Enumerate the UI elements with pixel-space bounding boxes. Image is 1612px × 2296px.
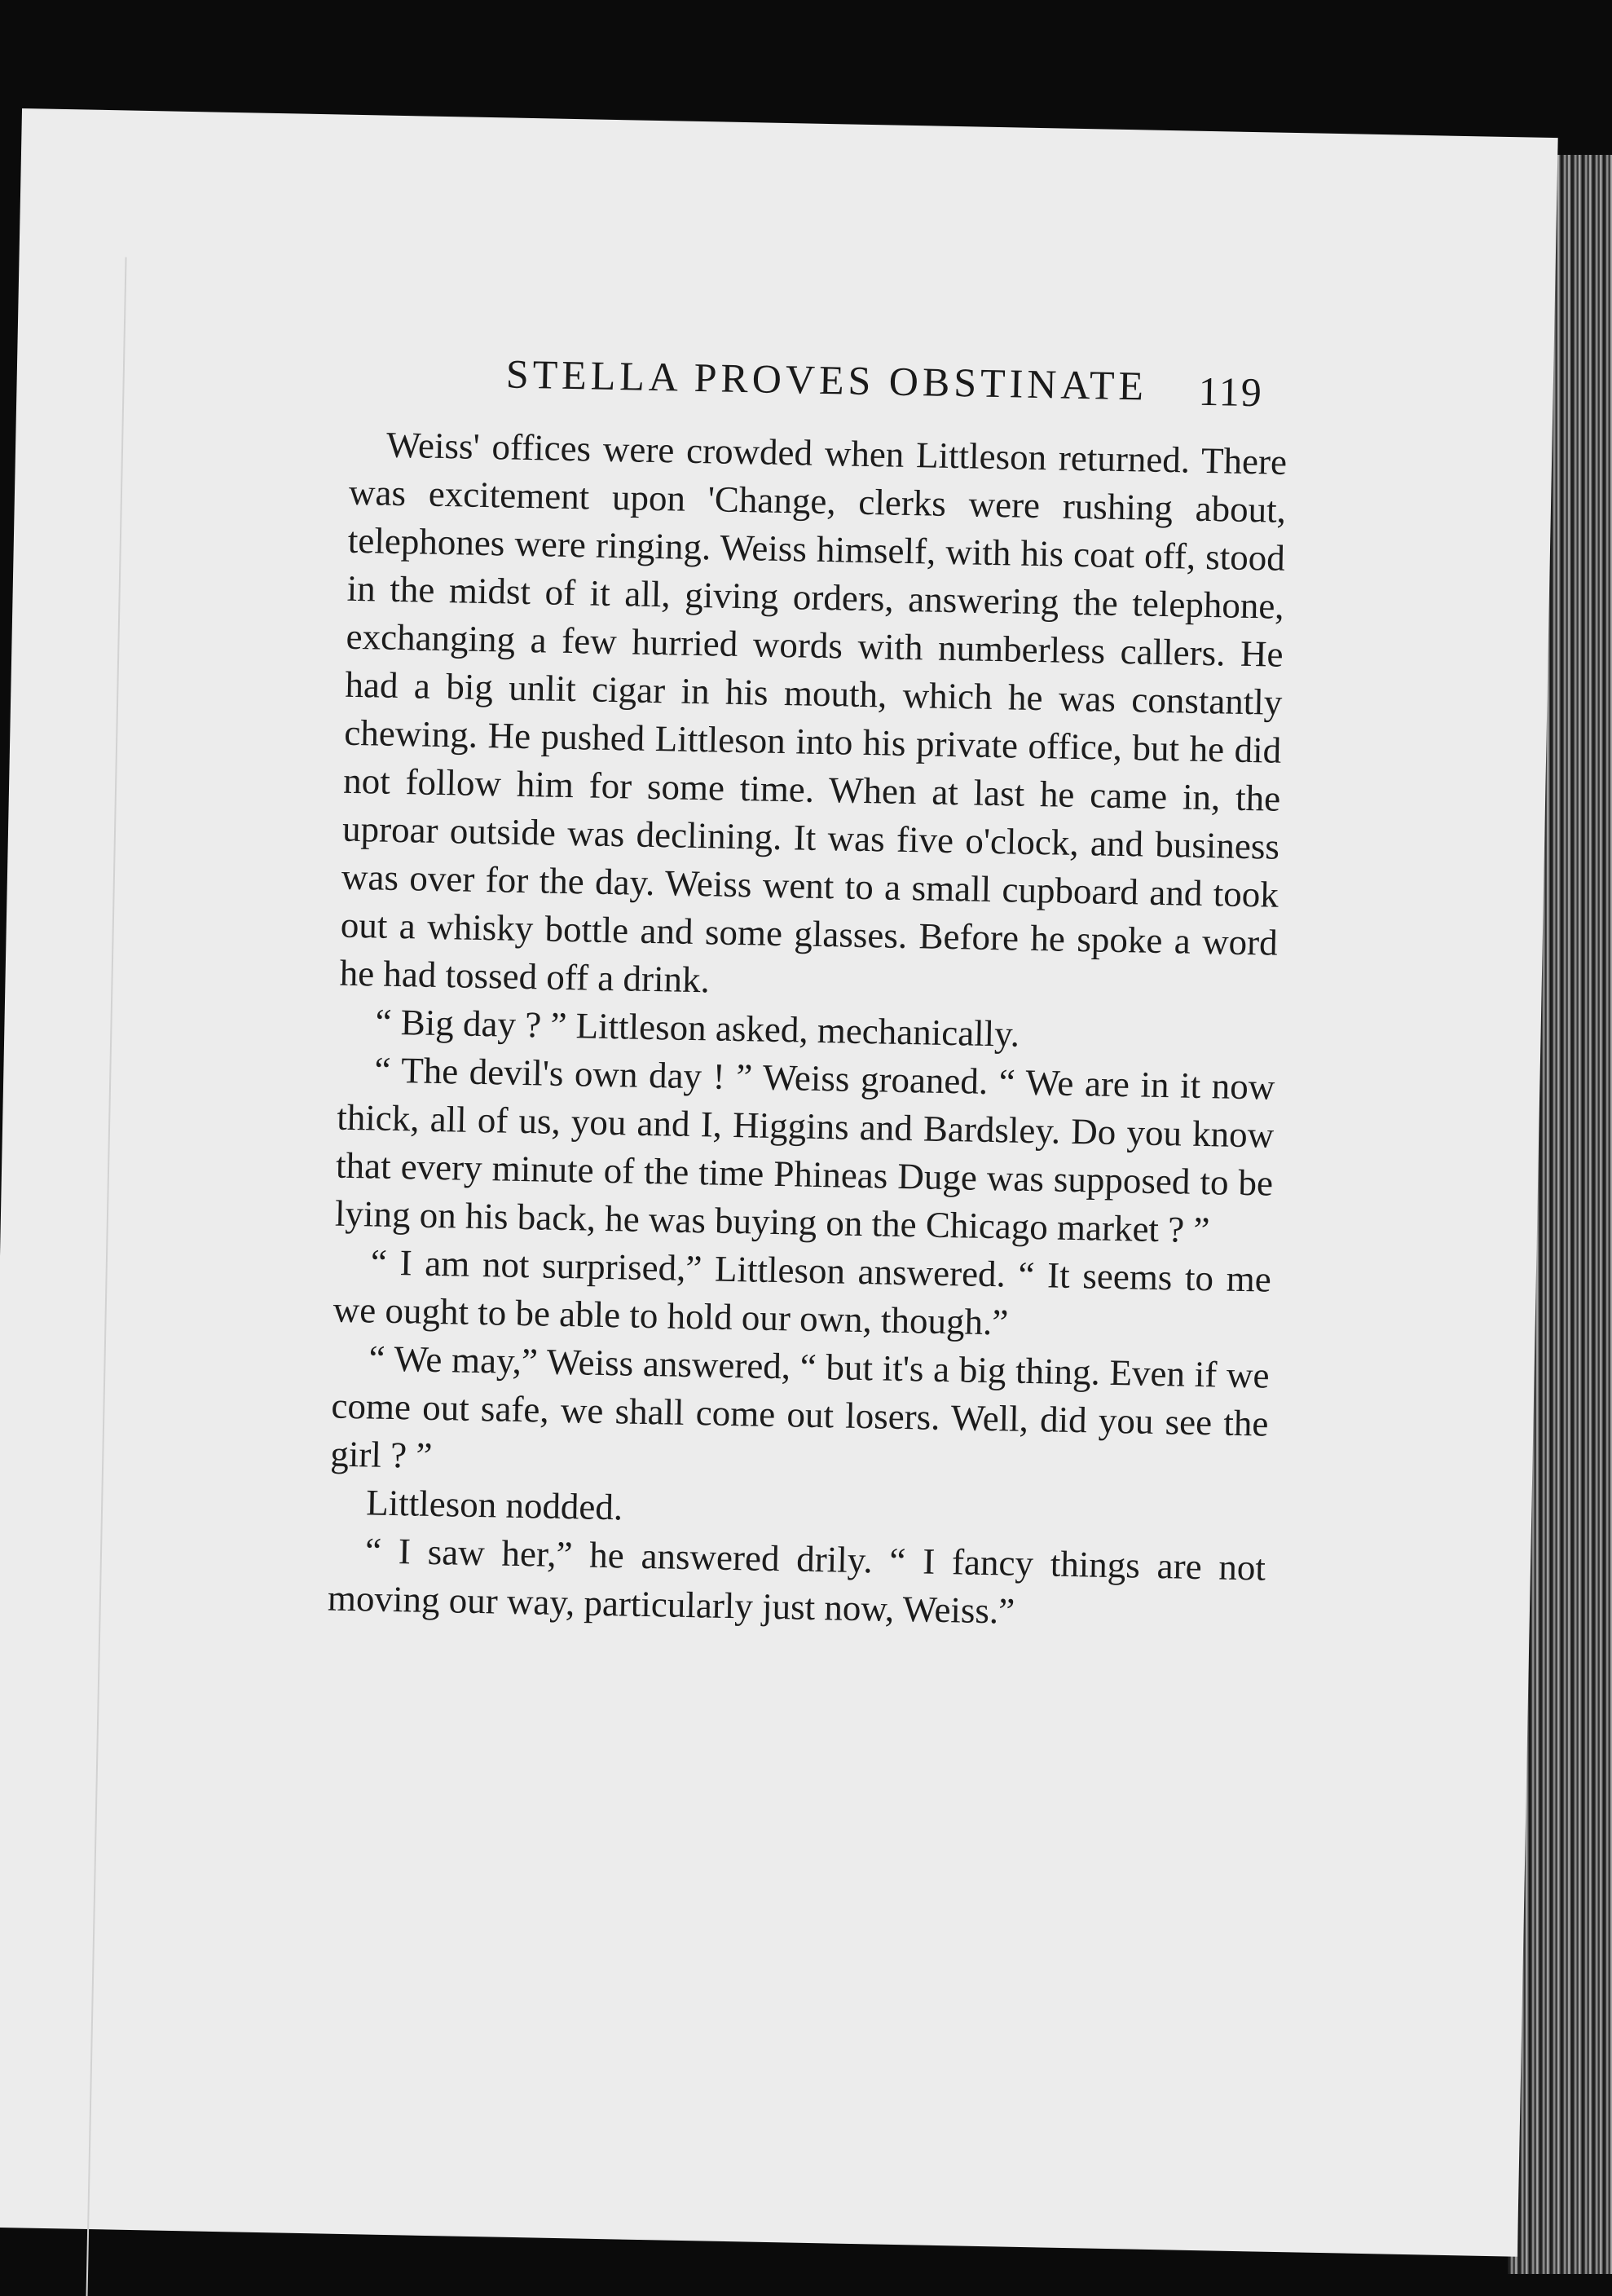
paragraph: “ I am not surprised,” Littleson answered. “ It seems to me we ought to be able to hold our own, though.” [333,1241,1272,1343]
page-gutter-line [85,257,126,2296]
paragraph: “ We may,” Weiss answered, “ but it's a big thing. Even if we come out safe, we shall come out losers. Well, did you see the girl ? ” [329,1337,1270,1476]
paragraph: Littleson nodded. [365,1482,623,1528]
paragraph: Weiss' offices were crowded when Littleson returned. There was excitement upon 'Change, clerks were rushing about, telephones were ringing. Weiss himself, with his coat off, stood in the midst of it all, giving orders, answering the telephone, exchanging a few hurried words with numberless callers. He had a big unlit cigar in his mouth, which he was constantly chewing. He pushed Littleson into his private office, but he did not follow him for some time. When at last he came in, the uproar outside was declining. It was five o'clock, and business was over for the day. Weiss went to a small cupboard and took out a whisky bottle and some glasses. Before he spoke a word he had tossed off a drink. [339,424,1288,1001]
paragraph: “ Big day ? ” Littleson asked, mechanically. [375,1001,1020,1055]
paragraph: “ I saw her,” he answered drily. “ I fancy things are not moving our way, particularly just now, Weiss.” [327,1530,1266,1632]
page-number: 119 [1198,368,1264,416]
body-text [327,421,1287,1641]
running-header-title: STELLA PROVES OBSTINATE [505,350,1148,409]
book-page [0,108,1558,2257]
paragraph: “ The devil's own day ! ” Weiss groaned. “ We are in it now thick, all of us, you and I, Higgins and Bardsley. Do you know that every minute of the time Phineas Duge was supposed to be lying on his back, he was buying on the Chicago market ? ” [334,1049,1275,1251]
